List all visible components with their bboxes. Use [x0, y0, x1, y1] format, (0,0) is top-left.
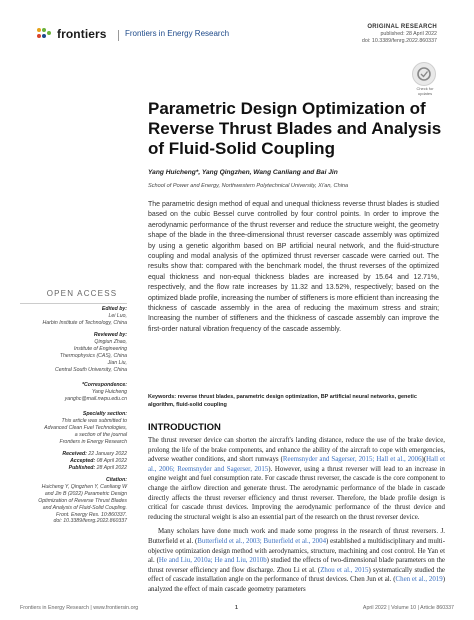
- citation-link[interactable]: Hall et al., 2006; Reemsnyder and Sagerser, 2015: [148, 456, 446, 473]
- footer-volume: April 2022 | Volume 10 | Article 860337: [362, 605, 454, 611]
- citation-doi[interactable]: doi: 10.3389/fenrg.2022.860337: [53, 518, 127, 525]
- page-number: 1: [235, 605, 238, 611]
- paragraph: Many scholars have done much work and made some progress in the research of thrust reversers. J. Butterfield et al. (Butterfield et al., 2003; Butterfield et al., 2004) established a multidisciplinary and multi-objective optimization design method with aerodynamics, structure, machining and cost control. He Yan et al. (He and Liu, 2010a; He and Liu, 2010b) studied the effects of two-dimensional blade parameters on the thrust reverser efficiency and flow discharge. Zhou Li et al. (Zhou et al., 2015) systematically studied the effect of cascade installation angle on the performance of thrust devices. Chen Jun et al. (Chen et al., 2019) analyzed the effect of main cascade geometry parameters: [148, 528, 445, 593]
- section-heading: INTRODUCTION: [148, 422, 221, 433]
- specialty-line: This article was submitted to: [61, 417, 127, 424]
- journal-name[interactable]: Frontiers in Energy Research: [125, 29, 230, 38]
- doi[interactable]: doi: 10.3389/fenrg.2022.860337: [361, 38, 437, 44]
- reviewer-affiliation: Central South University, China: [55, 366, 127, 373]
- introduction-body: [148, 436, 445, 600]
- open-access-label: OPEN ACCESS: [46, 289, 118, 298]
- keywords-text: reverse thrust blades, parametric design optimization, BP artificial neural networks, genetic algorithm, fluid-solid coupling: [148, 394, 417, 408]
- accepted-date: 08 April 2022: [96, 457, 127, 464]
- frontiers-logo-icon: [36, 27, 54, 41]
- editor-affiliation: Harbin Institute of Technology, China: [42, 319, 127, 326]
- citation-line: and Analysis of Fluid-Solid Coupling.: [42, 504, 127, 511]
- author-affiliation: School of Power and Energy, Northwestern Polytechnical University, Xi'an, China: [148, 183, 349, 189]
- citation-link[interactable]: Reemsnyder and Sagerser, 2015; Hall et al., 2006: [282, 456, 422, 464]
- published-label: Published:: [68, 464, 96, 471]
- citation: [20, 477, 127, 525]
- reviewed-by-label: Reviewed by:: [93, 332, 127, 338]
- footer-journal[interactable]: Frontiers in Energy Research | www.frontiersin.org: [20, 605, 139, 611]
- article-meta: [362, 24, 437, 45]
- author-list: Yang Huicheng*, Yang Qingzhen, Wang Canliang and Bai Jin: [148, 169, 338, 176]
- specialty-line: Frontiers in Energy Research: [59, 438, 127, 445]
- citation-link[interactable]: Zhou et al., 2015: [320, 566, 369, 574]
- abstract: The parametric design method of equal and unequal thickness reverse thrust blades is studied based on the cubic Bessel curve controlled by four control points. In order to improve the aerodynamic performance of the thrust reverser and reduce the structure weight, the geometry shape of the blade in the three-dimensional thrust reverser cascade assembly was optimized by using a genetic algorithm based on BP artificial neural network, and the fluid-structure coupling and modal analysis of the optimized thrust reverser cascade were carried out. The results show that: compared with the benchmark model, the thrust reverses of the optimized equal thickness and non-equal thickness blades are increased by 15.64 and 12.71%, respectively, and the flow rate increases by 11.32 and 13.52%, respectively; based on the optimized blade profile, increasing the number of stiffeners is more efficient than increasing the thickness of cascade assembly in the area of reducing the maximum stress and strain; Increasing the number of stiffeners and the thickness of cascade assembly can improve the first-order natural vibration frequency of the cascade assembly.: [148, 201, 439, 333]
- citation-label: Citation:: [105, 477, 127, 483]
- reviewer-affiliation: Institute of Engineering: [73, 345, 127, 352]
- correspondence-name: Yang Huicheng: [91, 388, 127, 395]
- correspondence-label: *Correspondence:: [82, 382, 127, 388]
- correspondence: [20, 382, 127, 403]
- accepted-label: Accepted:: [70, 457, 96, 464]
- check-updates-label[interactable]: Check for updates: [416, 86, 434, 96]
- reviewer-name: Jian Liu,: [107, 359, 127, 366]
- citation-line: Optimization of Reverse Thrust Blades: [38, 497, 127, 504]
- citation-line: Front. Energy Res. 10:860337.: [56, 511, 127, 518]
- published-date: 28 April 2022: [96, 464, 127, 471]
- check-updates-icon[interactable]: [412, 62, 436, 86]
- header-divider: [118, 30, 119, 41]
- specialty-label: Specialty section:: [82, 411, 127, 417]
- reviewer-affiliation: Thermophysics (CAS), China: [59, 352, 127, 359]
- sidebar-divider: [20, 303, 127, 304]
- citation-link[interactable]: Butterfield et al., 2003; Butterfield et al., 2004: [197, 537, 327, 545]
- article-type: ORIGINAL RESEARCH: [367, 24, 437, 30]
- specialty-line: a section of the journal: [74, 431, 127, 438]
- correspondence-email[interactable]: yanghc@mail.nwpu.edu.cn: [64, 395, 127, 402]
- article-title: Parametric Design Optimization of Reverse Thrust Blades and Analysis of Fluid-Solid Coupling: [148, 99, 442, 158]
- keywords: [148, 393, 439, 409]
- dates: [20, 451, 127, 472]
- published-date: published: 28 April 2022: [380, 31, 437, 37]
- editor-name: Lei Luo,: [108, 312, 127, 319]
- edited-by-label: Edited by:: [101, 306, 127, 312]
- specialty-line: Advanced Clean Fuel Technologies,: [44, 424, 127, 431]
- reviewed-by: [20, 332, 127, 373]
- edited-by: [20, 306, 127, 327]
- paragraph: The thrust reverser device can shorten the aircraft's landing distance, reduce the use of the brake device, prolong the life of the brake components, and enhance the ability of the aircraft to cope with emergencies, adverse weather conditions, and short runways (Reemsnyder and Sagerser, 2015; Hall et al., 2006)(Hall et al., 2006; Reemsnyder and Sagerser, 2015). However, using a thrust reverser will lead to an increase in engine weight and fuel consumption rate. For cascade thrust reverser, the cascade is the core component to change the airflow direction and generate thrust. The aerodynamic performance of the blade in cascade directly affects the thrust reverser efficiency and thrust reverser. Therefore, the blade profile design is critical for cascade thrust devices. Improving the aerodynamic performance of the thrust device and reducing the structural weight is also an essential part of the research on the thrust reverser device.: [148, 437, 446, 521]
- keywords-label: Keywords:: [148, 394, 177, 400]
- reviewer-name: Qingiun Zhao,: [94, 338, 127, 345]
- received-label: Received:: [62, 451, 87, 457]
- citation-link[interactable]: He and Liu, 2010a; He and Liu, 2010b: [158, 557, 267, 565]
- received-date: 22 January 2022: [88, 451, 127, 457]
- citation-link[interactable]: Chen et al., 2019: [395, 576, 443, 584]
- citation-line: Huicheng Y, Qingzhen Y, Canliang W: [41, 483, 127, 490]
- citation-line: and Jin B (2022) Parametric Design: [44, 490, 127, 497]
- specialty-section: [20, 411, 127, 446]
- brand-name: frontiers: [57, 27, 107, 41]
